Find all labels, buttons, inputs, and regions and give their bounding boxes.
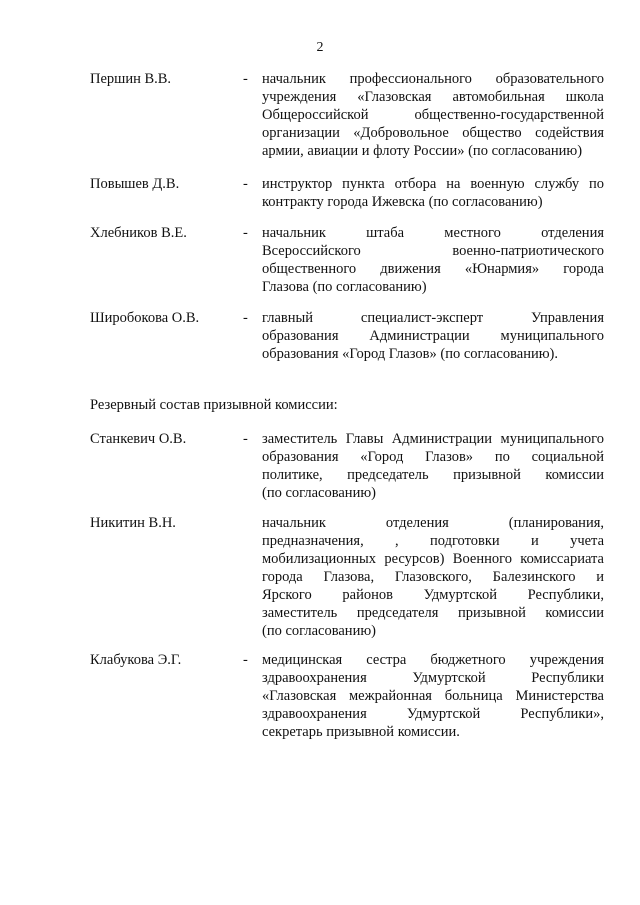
member-dash: - [243,310,248,326]
member-description [262,430,604,502]
member-dash: - [243,652,248,668]
reserve-member-entry [90,514,610,644]
member-description [262,175,604,211]
description-line: образования Администрации муниципального [262,328,604,344]
description-line: организации «Добровольное общество содействия [262,125,604,141]
description-line: образования «Город Глазов» по социальной [262,449,604,465]
member-name: Першин В.В. [90,71,172,87]
member-name: Широбокова О.В. [90,310,200,326]
description-line: предназначения, , подготовки и учета [262,533,604,549]
description-line: инструктор пункта отбора на военную службу по [262,176,604,192]
description-line: учреждения «Глазовская автомобильная школа [262,89,604,105]
description-line: заместитель Главы Администрации муниципального [262,431,604,447]
reserve-member-entry [90,430,610,510]
description-line: секретарь призывной комиссии. [262,724,460,740]
description-line: здравоохранения Удмуртской Республики», [262,706,604,722]
description-line: заместитель председателя призывной комиссии [262,605,604,621]
description-line: мобилизационных ресурсов) Военного комиссариата [262,551,604,567]
member-entry [90,309,610,389]
reserve-heading: Резервный состав призывной комиссии: [90,397,338,413]
description-line: контракту города Ижевска (по согласованию) [262,194,543,210]
member-name: Станкевич О.В. [90,431,187,447]
description-line: Всероссийского военно-патриотического [262,243,604,259]
member-description [262,309,604,363]
member-dash: - [243,225,248,241]
description-line: Общероссийской общественно-государственной [262,107,604,123]
description-line: здравоохранения Удмуртской Республики [262,670,604,686]
member-description [262,651,604,741]
member-entry [90,70,610,159]
description-line: Ярского районов Удмуртской Республики, [262,587,604,603]
member-name: Никитин В.Н. [90,515,176,531]
member-dash: - [243,431,248,447]
member-description [262,514,604,640]
description-line: армии, авиации и флоту России» (по согласованию) [262,143,583,159]
description-line: (по согласованию) [262,485,376,501]
description-line: медицинская сестра бюджетного учреждения [262,652,604,668]
member-description [262,70,604,160]
description-line: Глазова (по согласованию) [262,279,427,295]
description-line: города Глазова, Глазовского, Балезинского и [262,569,604,585]
member-description [262,224,604,296]
description-line: образования «Город Глазов» (по согласованию). [262,346,558,362]
page-number: 2 [316,40,324,55]
description-line: главный специалист-эксперт Управления [262,310,604,326]
member-entry [90,224,610,304]
member-name: Хлебников В.Е. [90,225,187,241]
member-name: Клабукова Э.Г. [90,652,182,668]
member-dash: - [243,71,248,87]
description-line: (по согласованию) [262,623,376,639]
description-line: общественного движения «Юнармия» города [262,261,604,277]
member-name: Повышев Д.В. [90,176,180,192]
description-line: «Глазовская межрайонная больница Министерства [262,688,604,704]
member-dash: - [243,176,248,192]
description-line: начальник штаба местного отделения [262,225,604,241]
description-line: политике, председатель призывной комиссии [262,467,604,483]
description-line: начальник профессионального образовательного [262,71,604,87]
reserve-member-entry [90,651,610,751]
description-line: начальник отделения (планирования, [262,515,604,531]
